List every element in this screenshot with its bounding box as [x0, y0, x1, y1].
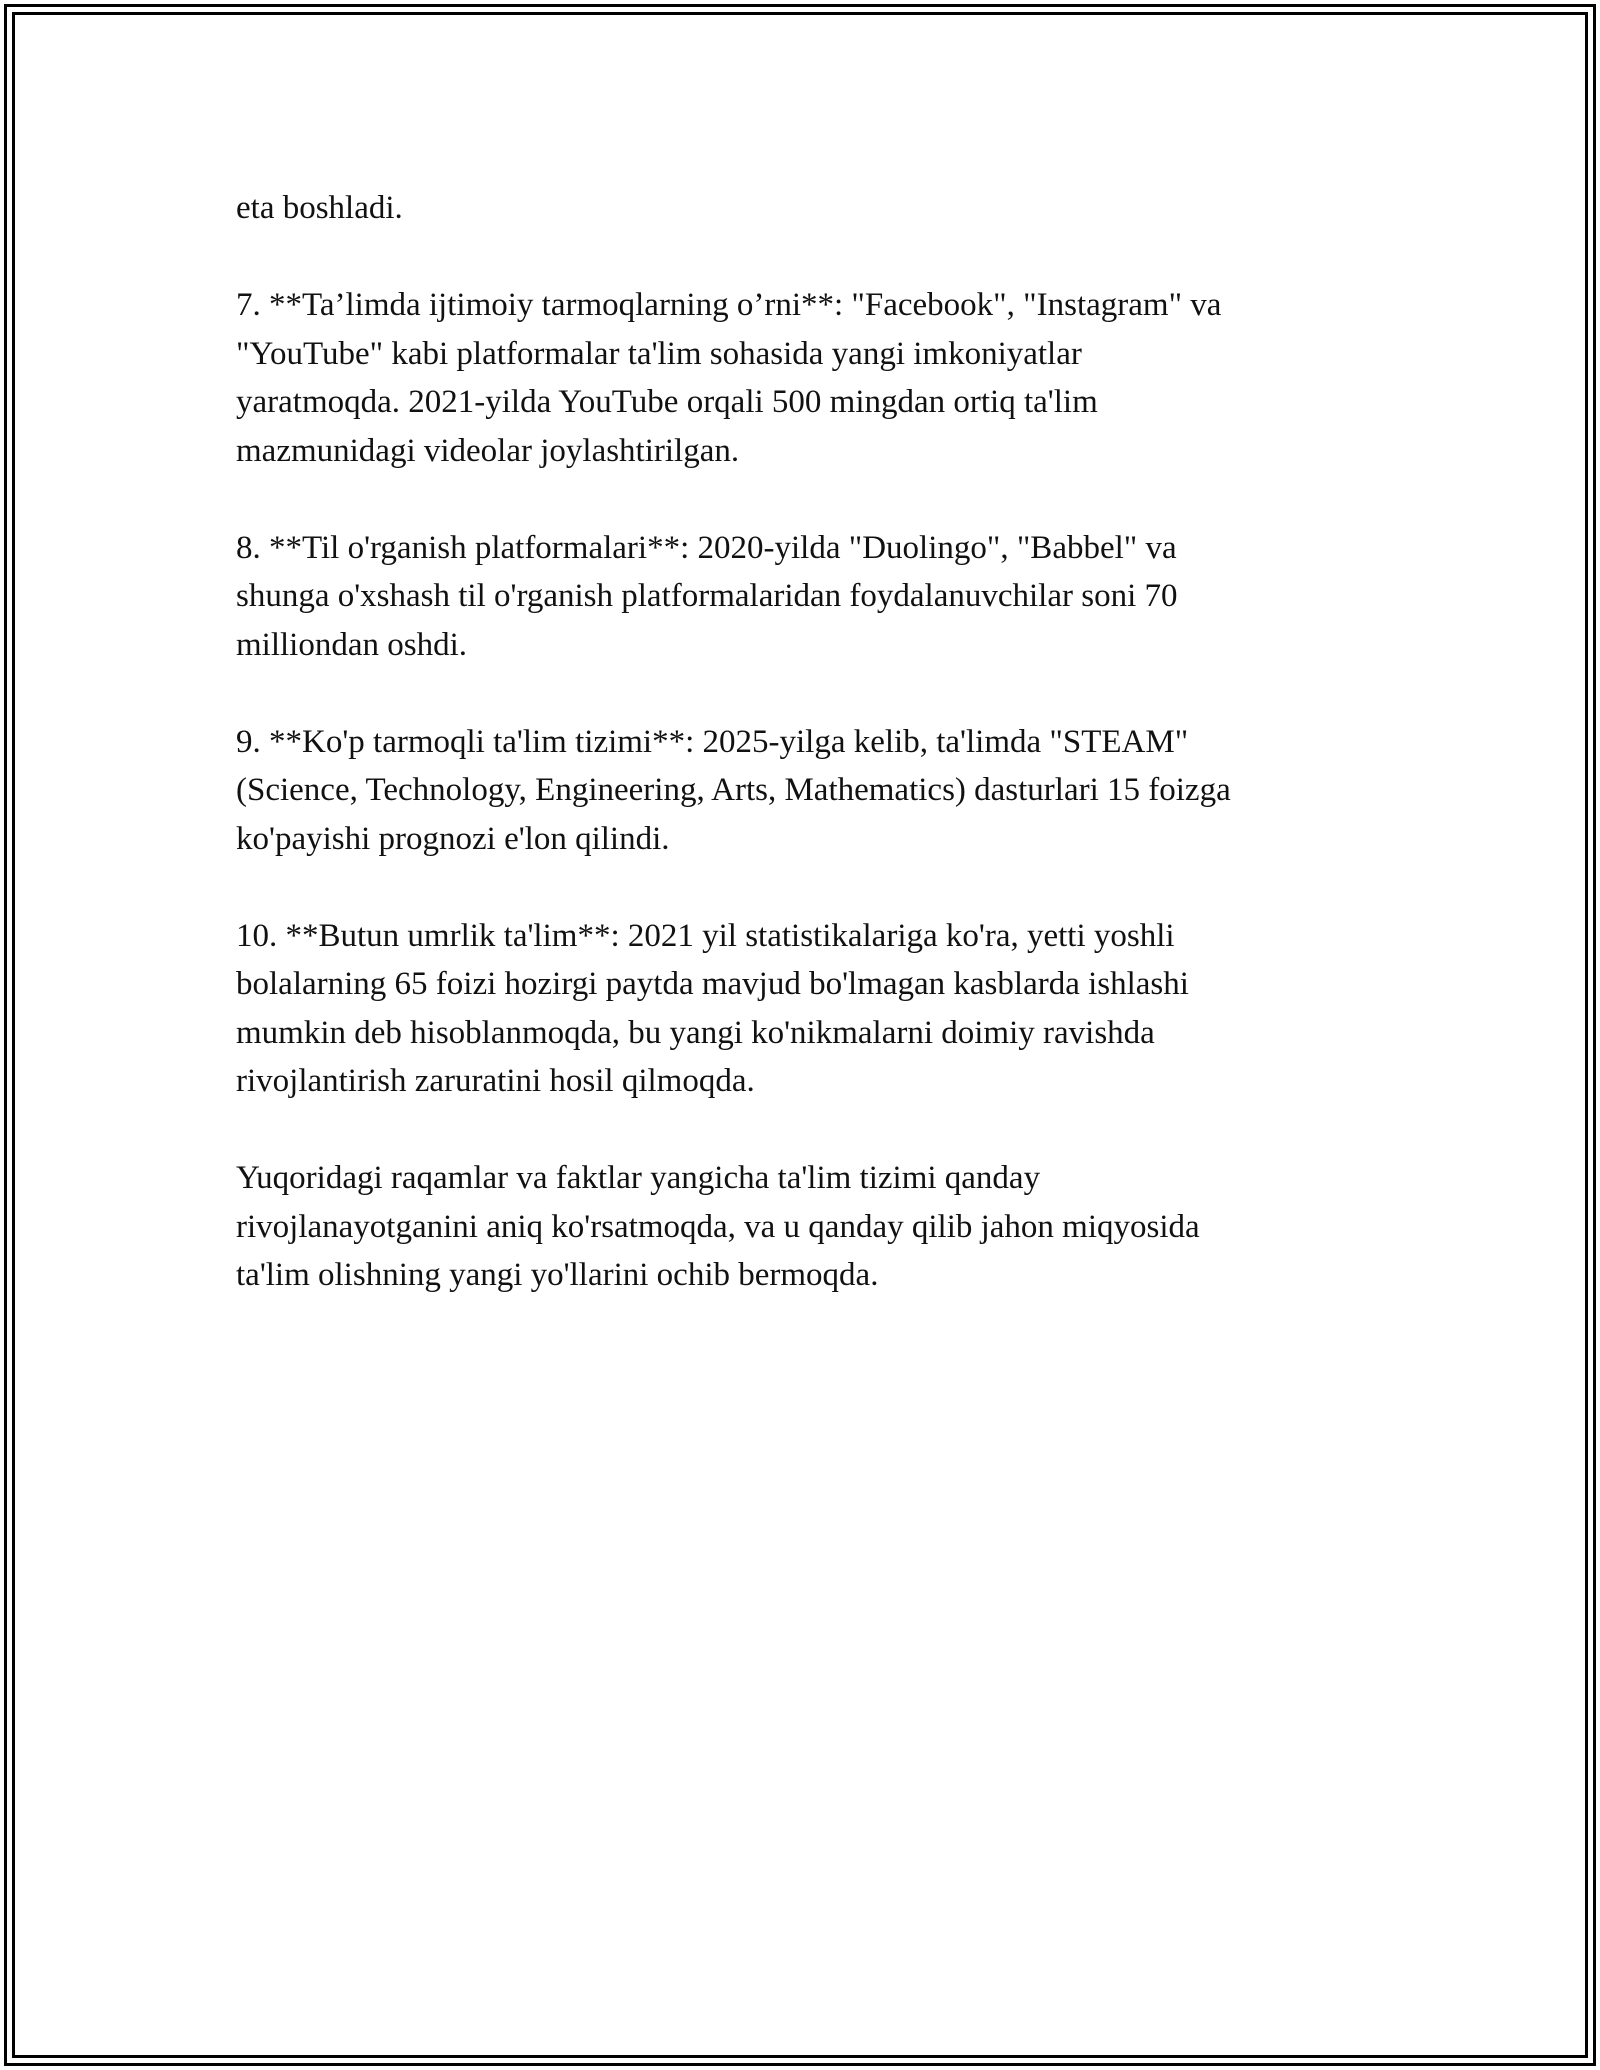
paragraph-item-8: 8. **Til o'rganish platformalari**: 2020-yilda "Duolingo", "Babbel" va shunga o'xshash til o'rganish platformalaridan foydalanuvchilar soni 70 milliondan oshdi. — [236, 529, 1178, 663]
paragraph-conclusion: Yuqoridagi raqamlar va faktlar yangicha ta'lim tizimi qanday rivojlanayotganini aniq ko'rsatmoqda, va u qanday qilib jahon miqyosida ta'lim olishning yangi yo'llarini ochib bermoqda. — [236, 1160, 1200, 1293]
paragraph-item-9: 9. **Ko'p tarmoqli ta'lim tizimi**: 2025-yilga kelib, ta'limda "STEAM" (Science, Technology, Engineering, Arts, Mathematics) dasturlari 15 foizga ko'payishi prognozi e'lon qilindi. — [236, 723, 1231, 857]
paragraph-continuation: eta boshladi. — [236, 190, 403, 226]
document-body — [236, 184, 1396, 1348]
paragraph-item-10: 10. **Butun umrlik ta'lim**: 2021 yil statistikalariga ko'ra, yetti yoshli bolalarning 65 foizi hozirgi paytda mavjud bo'lmagan kasblarda ishlashi mumkin deb hisoblanmoqda, bu yangi ko'nikmalarni doimiy ravishda rivojlantirish zaruratini hosil qilmoqda. — [236, 917, 1189, 1099]
paragraph-item-7: 7. **Ta’limda ijtimoiy tarmoqlarning o’rni**: "Facebook", "Instagram" va "YouTube" kabi platformalar ta'lim sohasida yangi imkoniyatlar yaratmoqda. 2021-yilda YouTube orqali 500 mingdan ortiq ta'lim mazmunidagi videolar joylashtirilgan. — [236, 287, 1222, 469]
